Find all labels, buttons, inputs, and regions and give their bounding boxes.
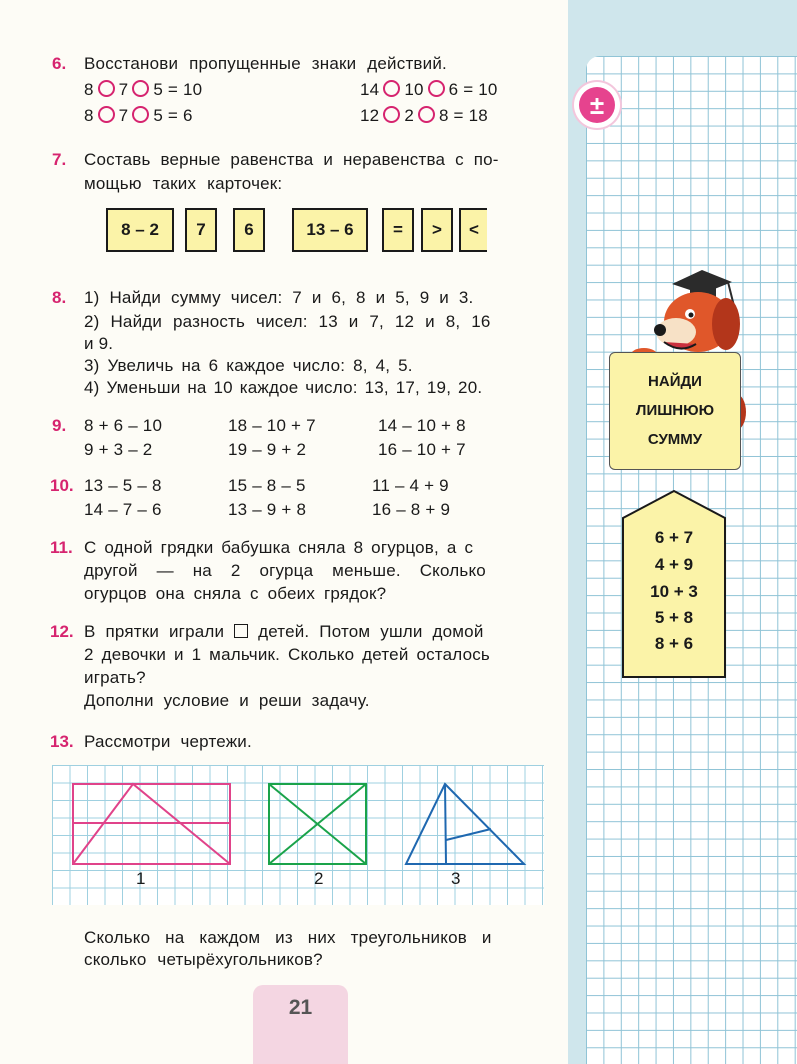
exercise-10-expr: 15 – 8 – 5 [228,476,306,495]
exercise-12-number: 12. [50,622,74,641]
exercise-13-title: Рассмотри чертежи. [84,732,252,751]
exercise-8-line-4: 3) Увеличь на 6 каждое число: 8, 4, 5. [84,356,413,375]
exercise-11-number: 11. [50,538,73,557]
exercise-12-line-4: Дополни условие и реши задачу. [84,691,370,710]
exercise-13-number: 13. [50,732,74,751]
exercise-6-row-3: 14 10 6 = 10 [360,80,498,99]
note-line: НАЙДИ [648,373,702,390]
exercise-10-number: 10. [50,476,74,495]
page-number: 21 [288,996,313,1019]
exercise-13-question-2: сколько четырёхугольников? [84,950,323,969]
exercise-9-expr: 19 – 9 + 2 [228,440,307,459]
sum-item: 4 + 9 [654,555,694,574]
exercise-9-expr: 14 – 10 + 8 [378,416,466,435]
exercise-7-number: 7. [52,150,67,169]
note-line: ЛИШНЮЮ [635,402,715,419]
exercise-7-line-1: Составь верные равенства и неравенства с по- [84,150,499,169]
card-greater: > [421,208,453,252]
figure-3-triangle [406,784,524,864]
exercise-9-expr: 8 + 6 – 10 [84,416,163,435]
card-13-minus-6: 13 – 6 [292,208,368,252]
exercise-6-title: Восстанови пропущенные знаки действий. [84,54,447,73]
sum-item: 8 + 6 [654,634,694,653]
exercise-11-line-2: другой — на 2 огурца меньше. Сколько [84,561,486,580]
exercise-11-line-3: огурцов она сняла с обеих грядок? [84,584,387,603]
sum-item: 10 + 3 [650,582,698,601]
exercise-8-number: 8. [52,288,67,307]
exercise-10-expr: 11 – 4 + 9 [372,476,449,495]
exercise-6-row-4: 12 2 8 = 18 [360,106,488,125]
exercise-8-line-5: 4) Уменьши на 10 каждое число: 13, 17, 19, 20. [84,378,483,397]
exercise-6-row-1: 8 7 5 = 10 [84,80,203,99]
exercise-6-number: 6. [52,54,67,73]
exercise-9-expr: 18 – 10 + 7 [228,416,316,435]
exercise-8-line-2: 2) Найди разность чисел: 13 и 7, 12 и 8, 16 [84,312,491,331]
exercise-8-line-1: 1) Найди сумму чисел: 7 и 6, 8 и 5, 9 и 3. [84,288,474,307]
sum-item: 6 + 7 [654,528,694,547]
exercise-9-number: 9. [52,416,67,435]
exercise-10-expr: 13 – 9 + 8 [228,500,307,519]
exercise-10-expr: 13 – 5 – 8 [84,476,162,495]
card-6: 6 [233,208,265,252]
card-less: < [459,208,487,252]
note-line: СУММУ [647,431,703,448]
exercise-6-row-2: 8 7 5 = 6 [84,106,193,125]
exercise-9-expr: 16 – 10 + 7 [378,440,466,459]
exercise-7-line-2: мощью таких карточек: [84,174,283,193]
plus-minus-icon: ± [579,87,615,123]
exercise-12-line-2: 2 девочки и 1 мальчик. Сколько детей осталось [84,645,490,664]
exercise-8-line-3: и 9. [84,334,114,353]
exercise-10-expr: 14 – 7 – 6 [84,500,162,519]
card-equals: = [382,208,414,252]
card-7: 7 [185,208,217,252]
figure-3-label: 3 [451,869,461,888]
exercise-12-line-1: В прятки играли детей. Потом ушли домой [84,622,484,641]
exercise-10-expr: 16 – 8 + 9 [372,500,451,519]
figure-2-label: 2 [314,869,324,888]
card-8-minus-2: 8 – 2 [106,208,174,252]
plus-minus-badge [574,82,620,128]
figure-2-rectangle [269,784,366,864]
sum-item: 5 + 8 [654,608,694,627]
figure-1-label: 1 [136,869,146,888]
exercise-13-question-1: Сколько на каждом из них треугольников и [84,928,492,947]
figure-1-rectangle [73,784,230,864]
exercise-11-line-1: С одной грядки бабушка сняла 8 огурцов, а с [84,538,474,557]
exercise-12-line-3: играть? [84,668,146,687]
find-extra-sum-card [609,352,741,470]
exercise-9-expr: 9 + 3 – 2 [84,440,153,459]
